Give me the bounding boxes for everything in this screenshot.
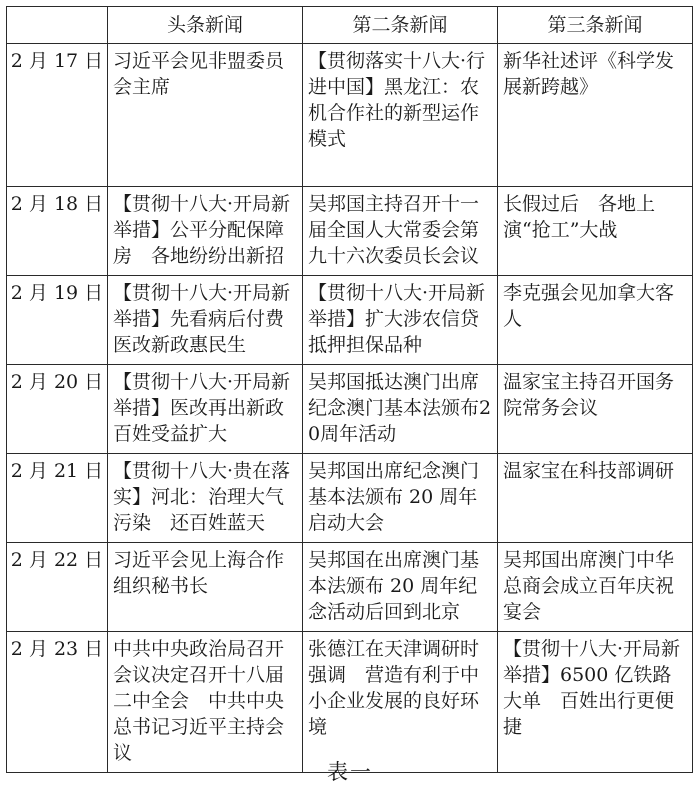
first-news-cell: 【贯彻十八大·开局新举措】公平分配保障房 各地纷纷出新招 (108, 187, 303, 276)
date-cell: 2 月 17 日 (7, 44, 108, 187)
header-date (7, 7, 108, 44)
table-row (7, 632, 693, 773)
table-caption: 表一 (327, 760, 373, 784)
table-row (7, 276, 693, 365)
third-news-cell: 【贯彻十八大·开局新举措】6500 亿铁路大单 百姓出行更便捷 (498, 632, 693, 773)
header-first-news: 头条新闻 (108, 7, 303, 44)
second-news-cell: 【贯彻十八大·开局新举措】扩大涉农信贷抵押担保品种 (303, 276, 498, 365)
first-news-cell: 【贯彻十八大·贵在落实】河北：治理大气污染 还百姓蓝天 (108, 454, 303, 543)
date-cell: 2 月 21 日 (7, 454, 108, 543)
second-news-cell: 【贯彻落实十八大·行进中国】黑龙江：农机合作社的新型运作模式 (303, 44, 498, 187)
first-news-cell: 【贯彻十八大·开局新举措】医改再出新政 百姓受益扩大 (108, 365, 303, 454)
first-news-cell: 习近平会见非盟委员会主席 (108, 44, 303, 187)
date-cell: 2 月 19 日 (7, 276, 108, 365)
third-news-cell: 温家宝主持召开国务院常务会议 (498, 365, 693, 454)
news-comparison-table (6, 6, 693, 773)
date-cell: 2 月 20 日 (7, 365, 108, 454)
second-news-cell: 张德江在天津调研时强调 营造有利于中小企业发展的良好环境 (303, 632, 498, 773)
table-row (7, 543, 693, 632)
third-news-cell: 李克强会见加拿大客人 (498, 276, 693, 365)
header-second-news: 第二条新闻 (303, 7, 498, 44)
second-news-cell: 吴邦国在出席澳门基本法颁布 20 周年纪念活动后回到北京 (303, 543, 498, 632)
table-body (7, 44, 693, 773)
table-row (7, 365, 693, 454)
table-row (7, 187, 693, 276)
second-news-cell: 吴邦国出席纪念澳门基本法颁布 20 周年启动大会 (303, 454, 498, 543)
header-row (7, 7, 693, 44)
first-news-cell: 习近平会见上海合作组织秘书长 (108, 543, 303, 632)
table-row (7, 44, 693, 187)
table-header (7, 7, 693, 44)
header-third-news: 第三条新闻 (498, 7, 693, 44)
first-news-cell: 中共中央政治局召开会议决定召开十八届二中全会 中共中央总书记习近平主持会议 (108, 632, 303, 773)
second-news-cell: 吴邦国主持召开十一届全国人大常委会第九十六次委员长会议 (303, 187, 498, 276)
date-cell: 2 月 22 日 (7, 543, 108, 632)
third-news-cell: 温家宝在科技部调研 (498, 454, 693, 543)
first-news-cell: 【贯彻十八大·开局新举措】先看病后付费 医改新政惠民生 (108, 276, 303, 365)
date-cell: 2 月 23 日 (7, 632, 108, 773)
third-news-cell: 吴邦国出席澳门中华总商会成立百年庆祝宴会 (498, 543, 693, 632)
date-cell: 2 月 18 日 (7, 187, 108, 276)
third-news-cell: 长假过后 各地上演“抢工”大战 (498, 187, 693, 276)
second-news-cell: 吴邦国抵达澳门出席纪念澳门基本法颁布20周年活动 (303, 365, 498, 454)
third-news-cell: 新华社述评《科学发展新跨越》 (498, 44, 693, 187)
table-row (7, 454, 693, 543)
